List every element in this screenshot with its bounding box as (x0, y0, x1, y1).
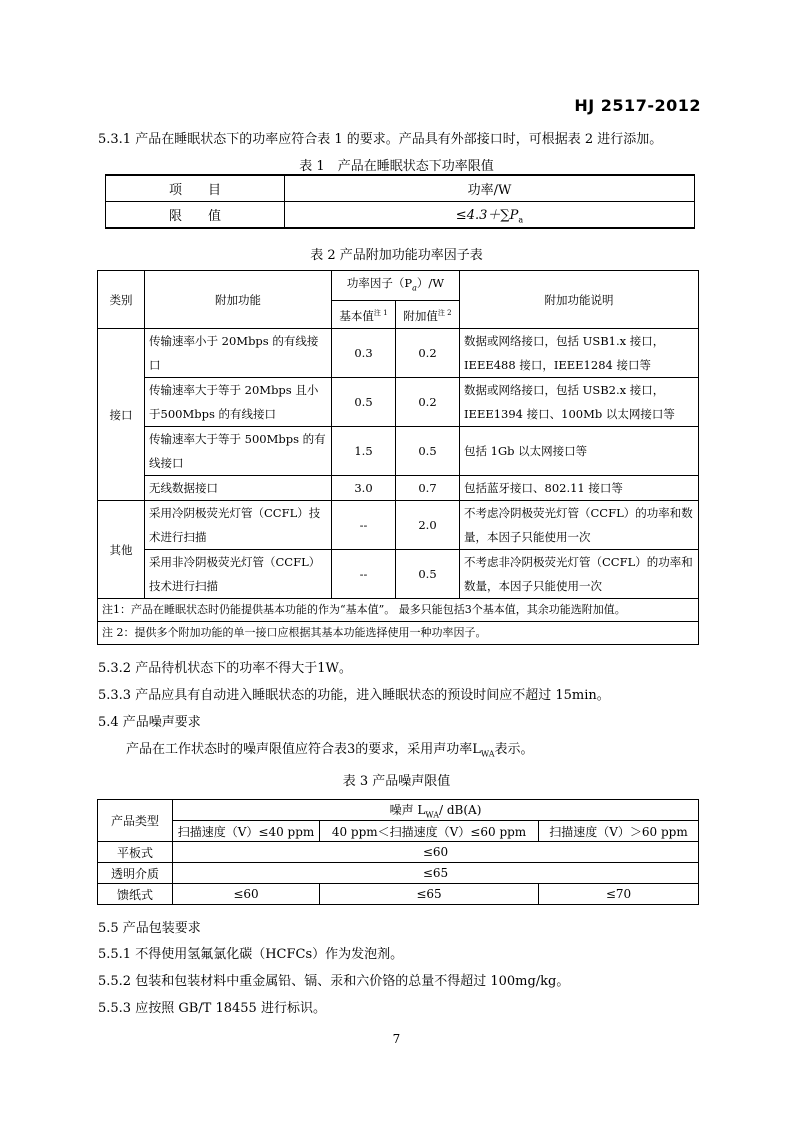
table3-row-label: 平板式 (98, 842, 173, 863)
table2-cell-add: 0.5 (396, 427, 460, 476)
clause-5-3-1: 5.3.1 产品在睡眠状态下的功率应符合表 1 的要求。产品具有外部接口时，可根据表 2 进行添加。 (98, 132, 663, 147)
clause-5-5-3: 5.5.3 应按照 GB/T 18455 进行标识。 (98, 1001, 326, 1016)
table3-header-speed-2: 40 ppm＜扫描速度（V）≤60 ppm (320, 821, 539, 842)
table1-header-item: 项 目 (106, 175, 285, 202)
table3-row-value: ≤65 (320, 884, 539, 905)
table3-row-value: ≤70 (539, 884, 699, 905)
table2-cell-description: 不考虑非冷阴极荧光灯管（CCFL）的功率和数量，本因子只能使用一次 (460, 550, 699, 599)
table3-row-value: ≤60 (173, 884, 320, 905)
table2-cell-function: 采用冷阴极荧光灯管（CCFL）技术进行扫描 (145, 501, 332, 550)
table2-cell-add: 0.2 (396, 329, 460, 378)
page-number: 7 (392, 1032, 401, 1046)
clause-5-3-3: 5.3.3 产品应具有自动进入睡眠状态的功能，进入睡眠状态的预设时间应不超过 15min。 (98, 688, 610, 703)
table3-header-speed-1: 扫描速度（V）≤40 ppm (173, 821, 320, 842)
table2-header-function: 附加功能 (145, 271, 332, 329)
table2-cell-base: -- (332, 550, 396, 599)
table2-cell-base: 0.3 (332, 329, 396, 378)
table2-cell-add: 0.5 (396, 550, 460, 599)
clause-5-3-2: 5.3.2 产品待机状态下的功率不得大于1W。 (98, 661, 352, 676)
table3-header-speed-3: 扫描速度（V）＞60 ppm (539, 821, 699, 842)
table2-header-type: 类别 (98, 271, 145, 329)
table-row (98, 329, 699, 378)
clause-5-5-1: 5.5.1 不得使用氢氟氯化碳（HCFCs）作为发泡剂。 (98, 947, 404, 962)
table2-cell-add: 0.2 (396, 378, 460, 427)
table2-note-1: 注1：产品在睡眠状态时仍能提供基本功能的作为“基本值”。 最多只能包括3个基本值，其余功能选附加值。 (98, 599, 699, 622)
table2-cell-function: 传输速率小于 20Mbps 的有线接口 (145, 329, 332, 378)
table2-cell-add: 2.0 (396, 501, 460, 550)
table-row (98, 427, 699, 476)
table3 (97, 799, 699, 905)
table2-header-factor: 功率因子$(P_a)/W$ (332, 271, 460, 301)
table2-cell-function: 采用非冷阴极荧光灯管（CCFL）技术进行扫描 (145, 550, 332, 599)
table2-cell-function: 传输速率大于等于 500Mbps 的有线接口 (145, 427, 332, 476)
clause-5-4-body: 产品在工作状态时的噪声限值应符合表3的要求，采用声功率$L_{WA}$表示。 (126, 742, 534, 759)
table1 (105, 174, 695, 229)
table-row (98, 378, 699, 427)
table2-caption: 表 2 产品附加功能功率因子表 (310, 248, 483, 263)
table2-header-add: 附加值$^{注 2}$ (396, 301, 460, 329)
table2-cell-description: 数据或网络接口，包括 USB1.x 接口，IEEE488 接口，IEEE1284 接口等 (460, 329, 699, 378)
table3-row-value: ≤60 (173, 842, 699, 863)
table1-caption: 表 1 产品在睡眠状态下功率限值 (299, 159, 494, 174)
table-row (98, 501, 699, 550)
table-row (98, 842, 699, 863)
table2-cell-description: 不考虑冷阴极荧光灯管（CCFL）的功率和数量，本因子只能使用一次 (460, 501, 699, 550)
table2-cell-description: 数据或网络接口，包括 USB2.x 接口，IEEE1394 接口、100Mb 以太网接口等 (460, 378, 699, 427)
table-row (98, 884, 699, 905)
table2-cell-base: -- (332, 501, 396, 550)
table3-header-noise: 噪声 $L_{WA}/$ dB(A) (173, 800, 699, 821)
table3-caption: 表 3 产品噪声限值 (342, 774, 451, 789)
table2-cell-function: 传输速率大于等于 20Mbps 且小于500Mbps 的有线接口 (145, 378, 332, 427)
table1-row-label: 限 值 (106, 202, 285, 229)
table2-cell-description: 包括 1Gb 以太网接口等 (460, 427, 699, 476)
clause-5-4: 5.4 产品噪声要求 (98, 715, 201, 730)
table2-group-other: 其他 (98, 501, 145, 599)
table3-row-label: 馈纸式 (98, 884, 173, 905)
table1-header-power: 功率/W (285, 175, 695, 202)
table3-row-value: ≤65 (173, 863, 699, 884)
table2-cell-description: 包括蓝牙接口、802.11 接口等 (460, 476, 699, 501)
table2 (97, 270, 699, 645)
table2-cell-base: 3.0 (332, 476, 396, 501)
table2-cell-function: 无线数据接口 (145, 476, 332, 501)
table2-header-base: 基本值$^{注 1}$ (332, 301, 396, 329)
table-row (98, 550, 699, 599)
clause-5-5-2: 5.5.2 包装和包装材料中重金属铅、镉、汞和六价铬的总量不得超过 100mg/kg。 (98, 974, 570, 989)
table2-header-description: 附加功能说明 (460, 271, 699, 329)
table2-note-2: 注 2：提供多个附加功能的单一接口应根据其基本功能选择使用一种功率因子。 (98, 622, 699, 645)
standard-number: HJ 2517-2012 (574, 96, 701, 115)
table3-row-label: 透明介质 (98, 863, 173, 884)
table-row (98, 476, 699, 501)
table-row (98, 863, 699, 884)
table2-cell-base: 1.5 (332, 427, 396, 476)
table1-row-value: $\le 4.3+\sum P_a$ (285, 202, 695, 229)
table2-cell-add: 0.7 (396, 476, 460, 501)
table3-header-type: 产品类型 (98, 800, 173, 842)
table2-cell-base: 0.5 (332, 378, 396, 427)
clause-5-5: 5.5 产品包装要求 (98, 921, 201, 936)
table2-group-interface: 接口 (98, 329, 145, 501)
